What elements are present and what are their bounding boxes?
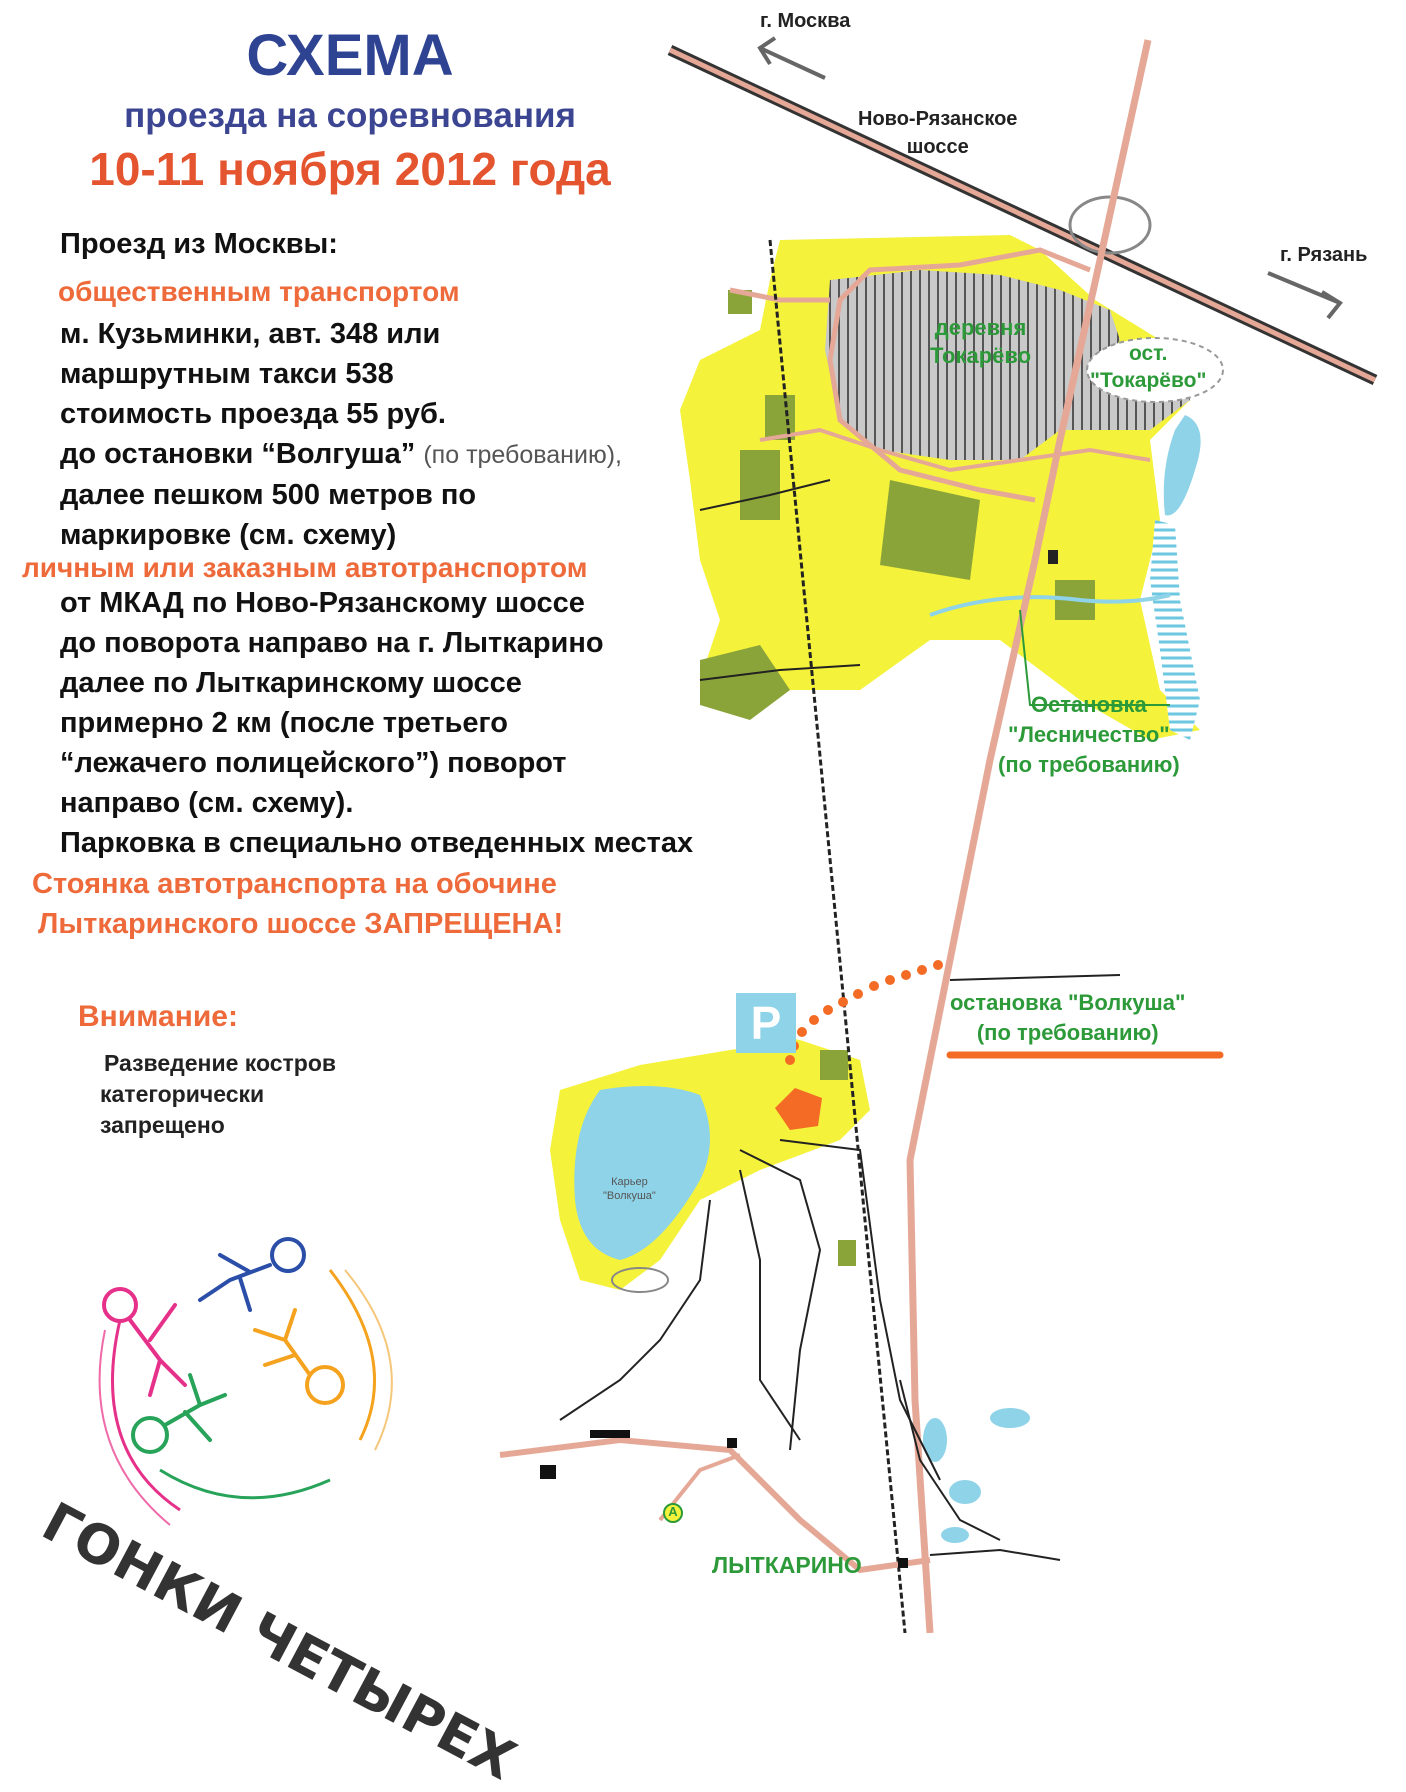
public-transport-text [60, 314, 622, 555]
building [540, 1465, 556, 1479]
car-line: примерно 2 км (после третьего [60, 707, 508, 739]
car-line: “лежачего полицейского”) поворот [60, 747, 567, 779]
label-ryazan: г. Рязань [1280, 244, 1368, 266]
lake-north [1164, 415, 1201, 515]
page-title: СХЕМА [246, 23, 454, 88]
path [740, 1150, 820, 1450]
label-stop-lesnichestvo [998, 690, 1180, 780]
label-moscow: г. Москва [760, 10, 851, 32]
attention-line: запрещено [100, 1112, 225, 1138]
public-transport-line [60, 434, 622, 475]
label-stop-tokarevo-line: ост. [1128, 342, 1168, 365]
public-transport-line: маршрутным такси 538 [60, 358, 394, 390]
public-transport-line: м. Кузьминки, авт. 348 или [60, 318, 441, 350]
page-subtitle: проезда на соревнования [124, 96, 576, 135]
car-transport-label: личным или заказным автотранспортом [22, 552, 588, 583]
label-quarry-line: Карьер [611, 1176, 648, 1188]
on-request-note: (по требованию), [423, 441, 622, 469]
label-village [930, 314, 1031, 370]
label-highway-line: шоссе [906, 136, 969, 158]
car-line: от МКАД по Ново-Рязанскому шоссе [60, 587, 585, 619]
public-transport-line: маркировке (см. схему) [60, 519, 397, 551]
pond [949, 1480, 981, 1504]
building [590, 1430, 630, 1438]
label-highway [858, 105, 1017, 161]
label-stop-tokarevo [1090, 340, 1206, 394]
quarry-lake [574, 1086, 710, 1260]
warning-line: Лыткаринского шоссе ЗАПРЕЩЕНА! [38, 908, 564, 940]
parking-sign: P [750, 997, 782, 1049]
attention-line: Разведение костров [104, 1050, 337, 1076]
road-east [930, 1550, 1060, 1560]
label-stop-lesnichestvo-line: Остановка [1030, 692, 1147, 717]
warning-line: Стоянка автотранспорта на обочине [32, 868, 557, 900]
attention-text [100, 1048, 337, 1141]
arrow-to-ryazan-icon [1268, 273, 1340, 318]
bus-stop-label: A [668, 1504, 678, 1519]
label-stop-lesnichestvo-line: (по требованию) [998, 752, 1180, 777]
car-transport-text [60, 583, 693, 863]
directions-heading: Проезд из Москвы: [60, 228, 338, 260]
road-lytkarino [500, 1440, 930, 1570]
attention-heading: Внимание: [78, 1000, 238, 1033]
pond [941, 1527, 969, 1543]
pond [990, 1408, 1030, 1428]
car-line: Парковка в специально отведенных местах [60, 827, 694, 859]
label-village-line: деревня [934, 315, 1027, 340]
logo-text: ГОНКИ ЧЕТЫРЕХ [32, 1490, 526, 1792]
label-stop-volkusha-line: (по требованию) [976, 1020, 1159, 1045]
public-transport-line: далее пешком 500 метров по [60, 479, 477, 511]
car-line: далее по Лыткаринскому шоссе [60, 667, 522, 699]
building [898, 1558, 908, 1568]
forest-patch [820, 1050, 848, 1080]
label-stop-volkusha-line: остановка "Волкуша" [950, 990, 1186, 1015]
event-date: 10-11 ноября 2012 года [89, 143, 611, 195]
parking-warning [32, 864, 563, 944]
forest-patch [838, 1240, 856, 1266]
path [950, 975, 1120, 980]
gas-station [1048, 550, 1058, 564]
public-transport-label: общественным транспортом [58, 276, 460, 307]
label-village-line: Токарёво [930, 343, 1032, 368]
label-quarry-line: "Волкуша" [603, 1190, 656, 1202]
label-quarry [603, 1175, 656, 1203]
label-stop-tokarevo-line: "Токарёво" [1090, 369, 1207, 392]
path [740, 1170, 800, 1440]
label-highway-line: Ново-Рязанское [858, 108, 1018, 130]
logo-graphic [100, 1239, 392, 1525]
arrow-to-moscow-icon [760, 38, 825, 78]
car-line: направо (см. схему). [60, 787, 354, 819]
label-stop-lesnichestvo-line: "Лесничество" [1008, 722, 1170, 747]
label-city-lytkarino: ЛЫТКАРИНО [712, 1552, 862, 1578]
car-line: до поворота направо на г. Лыткарино [60, 627, 604, 659]
public-transport-line-text: до остановки “Волгуша” [60, 438, 416, 470]
building [727, 1438, 737, 1448]
public-transport-line: стоимость проезда 55 руб. [60, 398, 446, 430]
forest-patch [740, 450, 780, 520]
attention-line: категорически [100, 1081, 265, 1107]
label-stop-volkusha [950, 988, 1185, 1048]
